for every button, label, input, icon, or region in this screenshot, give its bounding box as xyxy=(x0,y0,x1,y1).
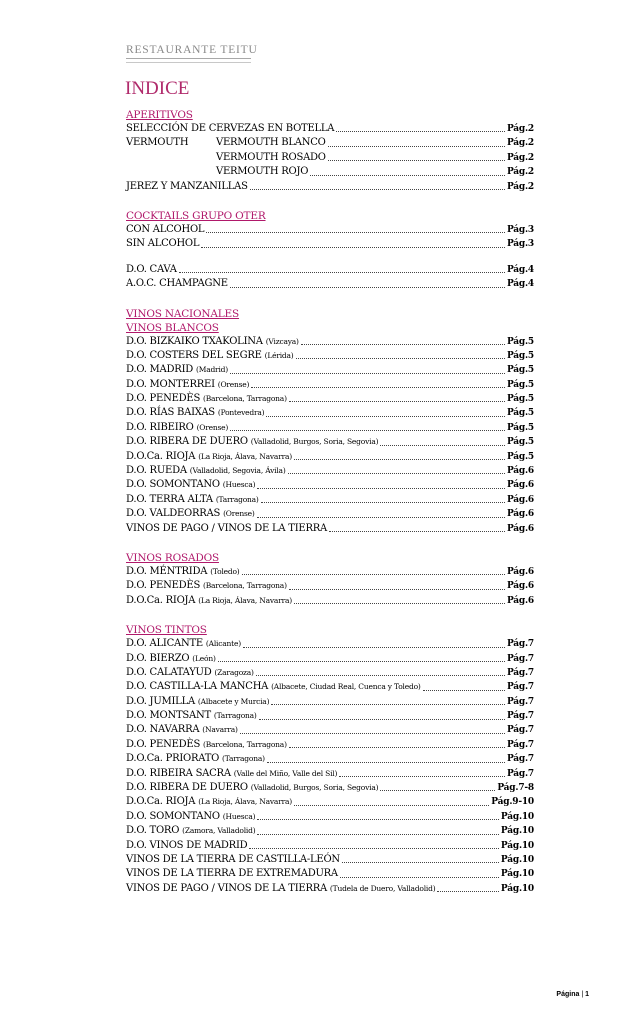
entry-label xyxy=(126,579,287,593)
entry-label xyxy=(126,723,238,737)
toc-entry xyxy=(126,450,534,464)
section-gap xyxy=(126,292,534,307)
entry-page-number: Pág.5 xyxy=(506,437,534,448)
entry-label xyxy=(126,666,254,680)
header-rule xyxy=(126,58,251,63)
toc-entry xyxy=(126,237,534,251)
entry-label-text: D.O. VALDEORRAS xyxy=(126,508,221,520)
entry-label-text: SIN ALCOHOL xyxy=(126,238,200,250)
entry-label-text: D.O. SOMONTANO xyxy=(126,810,220,822)
entry-page-number: Pág.6 xyxy=(506,595,534,606)
entry-label xyxy=(216,136,326,150)
entry-page-number: Pág.7 xyxy=(506,768,534,779)
section-gap xyxy=(126,194,534,209)
toc-entry xyxy=(126,709,534,723)
toc-entry xyxy=(126,151,534,165)
entry-label-text: D.O. SOMONTANO xyxy=(126,479,220,491)
entry-page-number: Pág.10 xyxy=(500,869,534,880)
toc-section xyxy=(126,307,534,536)
toc-entry xyxy=(126,464,534,478)
entry-label-text: D.O. VINOS DE MADRID xyxy=(126,839,248,851)
entry-page-number: Pág.2 xyxy=(506,138,534,149)
entry-label-text: VERMOUTH ROSADO xyxy=(216,151,326,163)
entry-label xyxy=(126,180,248,194)
vermouth-group-row xyxy=(126,136,534,150)
entry-label-text: D.O. RIBEIRA SACRA xyxy=(126,767,231,779)
entry-page-number: Pág.7 xyxy=(506,696,534,707)
dot-leader xyxy=(301,344,505,345)
entry-region-note: (Alicante) xyxy=(205,639,241,649)
section-heading: VINOS ROSADOS xyxy=(126,551,219,564)
entry-page-number: Pág.6 xyxy=(506,509,534,520)
entry-label xyxy=(126,237,199,251)
entry-region-note: (Tudela de Duero, Valladolid) xyxy=(329,883,436,893)
toc-entry xyxy=(126,824,534,838)
entry-label xyxy=(126,810,255,824)
entry-page-number: Pág.7 xyxy=(506,682,534,693)
entry-region-note: (Albacete y Murcia) xyxy=(197,696,270,706)
entry-page-number: Pág.7 xyxy=(506,667,534,678)
toc-entry xyxy=(126,594,534,608)
entry-label xyxy=(126,478,255,492)
dot-leader xyxy=(423,690,505,691)
toc-entry xyxy=(126,406,534,420)
entry-label xyxy=(126,165,308,179)
entry-label xyxy=(126,122,334,136)
entry-page-number: Pág.9-10 xyxy=(491,797,534,808)
entry-region-note: (Zaragoza) xyxy=(214,667,254,677)
entry-label-text: D.O. CAVA xyxy=(126,263,177,275)
dot-leader xyxy=(261,502,505,503)
entry-label xyxy=(126,824,255,838)
entry-label xyxy=(126,507,255,521)
dot-leader xyxy=(257,819,499,820)
entry-label xyxy=(126,738,287,752)
entry-label-text: VINOS DE PAGO / VINOS DE LA TIERRA xyxy=(126,882,327,894)
toc-entry xyxy=(126,853,534,867)
entry-region-note: (Orense) xyxy=(217,379,250,389)
entry-region-note: (Madrid) xyxy=(195,365,228,375)
toc-entry xyxy=(126,223,534,237)
entry-label-text: D.O. RÍAS BAIXAS xyxy=(126,407,215,419)
dot-leader xyxy=(380,445,505,446)
entry-label-text: D.O. MÉNTRIDA xyxy=(126,565,208,577)
entry-label xyxy=(126,882,435,896)
entry-region-note: (La Rioja, Álava, Navarra) xyxy=(198,595,292,605)
toc-entry xyxy=(126,349,534,363)
entry-page-number: Pág.5 xyxy=(506,336,534,347)
entry-page-number: Pág.3 xyxy=(506,239,534,250)
toc-entry xyxy=(126,335,534,349)
toc-entry xyxy=(126,565,534,579)
dot-leader xyxy=(243,647,505,648)
entry-label-text: D.O. PENEDÈS xyxy=(126,580,201,592)
entry-label-text: SELECCIÓN DE CERVEZAS EN BOTELLA xyxy=(126,122,335,134)
entry-label-text: VINOS DE LA TIERRA DE CASTILLA-LEÓN xyxy=(126,854,340,865)
toc-entry xyxy=(126,277,534,291)
entry-region-note: (La Rioja, Álava, Navarra) xyxy=(198,797,292,807)
entry-label-text: D.O. TORO xyxy=(126,825,180,837)
entry-label xyxy=(126,680,421,694)
entry-label xyxy=(126,594,292,608)
page-footer xyxy=(556,991,589,998)
dot-leader xyxy=(380,790,495,791)
entry-label-text: D.O.Ca. RIOJA xyxy=(126,450,196,462)
entry-label xyxy=(126,565,240,579)
entry-label-text: VERMOUTH ROJO xyxy=(216,166,309,178)
entry-label xyxy=(126,349,294,363)
toc-entry xyxy=(126,695,534,709)
entry-region-note: (Barcelona, Tarragona) xyxy=(203,394,287,404)
entry-label xyxy=(126,652,216,666)
toc-entry xyxy=(126,435,534,449)
section-gap xyxy=(126,608,534,623)
toc-entry xyxy=(126,493,534,507)
entry-label-text: VINOS DE LA TIERRA DE EXTREMADURA xyxy=(126,868,338,880)
entry-label xyxy=(126,277,228,291)
footer-page-label: Página xyxy=(556,991,580,998)
entry-page-number: Pág.10 xyxy=(500,826,534,837)
toc-entry xyxy=(126,637,534,651)
entry-label-text: D.O.Ca. PRIORATO xyxy=(126,753,220,765)
entry-page-number: Pág.5 xyxy=(506,394,534,405)
entry-region-note: (Huesca) xyxy=(222,480,256,490)
toc-entry xyxy=(126,180,534,194)
toc-entry xyxy=(126,421,534,435)
entry-page-number: Pág.7 xyxy=(506,639,534,650)
toc-entry xyxy=(126,882,534,896)
toc-section xyxy=(126,551,534,608)
dot-leader xyxy=(267,762,505,763)
toc-entry xyxy=(126,839,534,853)
dot-leader xyxy=(250,189,505,190)
dot-leader xyxy=(249,848,498,849)
entry-label-text: D.O. MONTERREI xyxy=(126,378,215,390)
toc-entry xyxy=(126,522,534,536)
entry-page-number: Pág.7 xyxy=(506,754,534,765)
dot-leader xyxy=(257,488,505,489)
entry-label-text: D.O. CALATAYUD xyxy=(126,666,212,678)
dot-leader xyxy=(257,834,498,835)
entry-label-text: D.O. RIBERA DE DUERO xyxy=(126,782,248,794)
toc-section xyxy=(126,623,534,896)
entry-page-number: Pág.6 xyxy=(506,523,534,534)
toc-section xyxy=(126,209,534,252)
entry-page-number: Pág.6 xyxy=(506,480,534,491)
entry-label-text: CON ALCOHOL xyxy=(126,223,205,235)
entry-page-number: Pág.5 xyxy=(506,350,534,361)
entry-label xyxy=(126,493,259,507)
section-heading: VINOS NACIONALES xyxy=(126,307,240,320)
dot-leader xyxy=(256,675,505,676)
entry-label xyxy=(126,435,378,449)
entry-label xyxy=(126,867,338,881)
entry-label xyxy=(126,464,286,478)
toc-entry xyxy=(126,579,534,593)
entry-label-text: D.O. BIZKAIKO TXAKOLINA xyxy=(126,335,263,347)
entry-label xyxy=(126,781,378,795)
entry-label xyxy=(126,450,292,464)
entry-page-number: Pág.4 xyxy=(506,264,534,275)
entry-page-number: Pág.5 xyxy=(506,365,534,376)
table-of-contents xyxy=(126,108,534,896)
entry-region-note: (Pontevedra) xyxy=(217,408,265,418)
dot-leader xyxy=(294,603,505,604)
dot-leader xyxy=(206,232,505,233)
entry-label xyxy=(126,406,264,420)
entry-region-note: (Barcelona, Tarragona) xyxy=(203,581,287,591)
dot-leader xyxy=(310,175,505,176)
entry-label xyxy=(126,421,228,435)
dot-leader xyxy=(296,358,505,359)
dot-leader xyxy=(294,459,505,460)
entry-label-text: D.O. ALICANTE xyxy=(126,638,203,650)
dot-leader xyxy=(289,589,505,590)
dot-leader xyxy=(230,373,505,374)
toc-entry xyxy=(126,867,534,881)
entry-page-number: Pág.5 xyxy=(506,408,534,419)
dot-leader xyxy=(288,473,505,474)
entry-page-number: Pág.10 xyxy=(500,840,534,851)
entry-label-text: D.O. RIBERA DE DUERO xyxy=(126,436,248,448)
footer-separator: | xyxy=(581,991,584,998)
page-header xyxy=(126,44,266,63)
toc-entry xyxy=(126,363,534,377)
entry-region-note: (Barcelona, Tarragona) xyxy=(203,739,287,749)
entry-label-text: JEREZ Y MANZANILLAS xyxy=(126,180,248,192)
entry-page-number: Pág.5 xyxy=(506,451,534,462)
entry-page-number: Pág.7 xyxy=(506,739,534,750)
toc-section xyxy=(126,263,534,292)
dot-leader xyxy=(289,747,505,748)
entry-page-number: Pág.6 xyxy=(506,581,534,592)
section-gap xyxy=(126,536,534,551)
entry-region-note: (Tarragona) xyxy=(222,754,265,764)
entry-page-number: Pág.7 xyxy=(506,653,534,664)
entry-label xyxy=(126,378,249,392)
entry-label-text: D.O. MONTSANT xyxy=(126,710,211,722)
entry-label-text: D.O. RUEDA xyxy=(126,465,187,477)
dot-leader xyxy=(339,776,505,777)
dot-leader xyxy=(329,531,505,532)
dot-leader xyxy=(251,387,505,388)
entry-region-note: (León) xyxy=(192,653,216,663)
entry-page-number: Pág.2 xyxy=(506,152,534,163)
dot-leader xyxy=(289,401,505,402)
entry-page-number: Pág.5 xyxy=(506,422,534,433)
entry-region-note: (Huesca) xyxy=(222,811,256,821)
entry-label-text: D.O. RIBEIRO xyxy=(126,421,194,433)
entry-label xyxy=(126,522,327,536)
entry-label-text: D.O. PENEDÈS xyxy=(126,738,201,750)
toc-entry xyxy=(126,724,534,738)
dot-leader xyxy=(328,160,505,161)
toc-entry xyxy=(126,392,534,406)
entry-page-number: Pág.4 xyxy=(506,279,534,290)
entry-page-number: Pág.6 xyxy=(506,466,534,477)
toc-entry xyxy=(126,781,534,795)
toc-entry xyxy=(126,680,534,694)
dot-leader xyxy=(271,704,505,705)
entry-label-text: D.O. TERRA ALTA xyxy=(126,493,213,505)
toc-entry xyxy=(126,752,534,766)
entry-region-note: (Valladolid, Burgos, Soria, Segovia) xyxy=(250,437,379,447)
toc-entry xyxy=(216,136,534,150)
entry-page-number: Pág.7-8 xyxy=(497,783,534,794)
entry-region-note: (Valle del Miño, Valle del Sil) xyxy=(233,768,338,778)
toc-entry xyxy=(126,795,534,809)
entry-label xyxy=(126,853,340,867)
entry-label-text: D.O.Ca. RIOJA xyxy=(126,796,196,808)
dot-leader xyxy=(437,891,498,892)
entry-label-text: D.O. PENEDÈS xyxy=(126,393,201,405)
entry-label-text: A.O.C. CHAMPAGNE xyxy=(126,278,228,290)
entry-page-number: Pág.6 xyxy=(506,566,534,577)
dot-leader xyxy=(259,719,505,720)
footer-page-number: 1 xyxy=(585,991,589,998)
entry-page-number: Pág.6 xyxy=(506,494,534,505)
entry-page-number: Pág.10 xyxy=(500,811,534,822)
entry-page-number: Pág.2 xyxy=(506,181,534,192)
entry-region-note: (Tarragona) xyxy=(215,494,259,504)
toc-entry xyxy=(126,666,534,680)
entry-region-note: (La Rioja, Álava, Navarra) xyxy=(198,451,292,461)
entry-region-note: (Valladolid, Segovia, Ávila) xyxy=(189,466,286,476)
entry-region-note: (Vizcaya) xyxy=(265,336,299,346)
entry-region-note: (Orense) xyxy=(223,509,255,519)
toc-entry xyxy=(126,738,534,752)
dot-leader xyxy=(179,272,505,273)
dot-leader xyxy=(266,416,505,417)
dot-leader xyxy=(340,877,499,878)
entry-label-text: D.O. JUMILLA xyxy=(126,695,195,707)
entry-label xyxy=(126,795,292,809)
toc-entry xyxy=(126,507,534,521)
dot-leader xyxy=(342,862,499,863)
entry-region-note: (Lérida) xyxy=(264,350,294,360)
entry-label xyxy=(126,335,299,349)
toc-entry xyxy=(126,767,534,781)
entry-label xyxy=(126,392,287,406)
entry-region-note: (Toledo) xyxy=(210,566,240,576)
entry-label-text: D.O. MADRID xyxy=(126,364,194,376)
toc-entry xyxy=(126,263,534,277)
toc-entry xyxy=(126,378,534,392)
dot-leader xyxy=(218,661,505,662)
entry-label xyxy=(126,767,337,781)
entry-label-text: D.O. CASTILLA-LA MANCHA xyxy=(126,681,269,693)
toc-entry xyxy=(126,810,534,824)
toc-entry xyxy=(126,165,534,179)
entry-label xyxy=(126,263,177,277)
entry-label-text: D.O. BIERZO xyxy=(126,652,190,664)
entry-page-number: Pág.7 xyxy=(506,711,534,722)
toc-section xyxy=(126,108,534,194)
entry-page-number: Pág.2 xyxy=(506,123,534,134)
entry-page-number: Pág.5 xyxy=(506,379,534,390)
dot-leader xyxy=(294,805,489,806)
entry-region-note: (Albacete, Ciudad Real, Cuenca y Toledo) xyxy=(271,682,421,692)
dot-leader xyxy=(240,733,505,734)
dot-leader xyxy=(336,131,505,132)
entry-label xyxy=(126,151,326,165)
section-gap xyxy=(126,252,534,263)
entry-label xyxy=(126,695,269,709)
entry-region-note: (Navarra) xyxy=(202,725,238,735)
dot-leader xyxy=(230,430,505,431)
entry-label xyxy=(126,223,204,237)
entry-label-text: D.O. COSTERS DEL SEGRE xyxy=(126,349,262,361)
entry-page-number: Pág.3 xyxy=(506,224,534,235)
group-label: VERMOUTH xyxy=(126,137,189,149)
index-title: INDICE xyxy=(125,78,190,99)
entry-region-note: (Zamora, Valladolid) xyxy=(182,826,256,836)
entry-page-number: Pág.7 xyxy=(506,725,534,736)
entry-region-note: (Valladolid, Burgos, Soria, Segovia) xyxy=(250,783,379,793)
dot-leader xyxy=(230,287,505,288)
entry-region-note: (Orense) xyxy=(196,422,229,432)
section-heading: COCKTAILS GRUPO OTER xyxy=(126,209,266,222)
entry-page-number: Pág.2 xyxy=(506,167,534,178)
toc-entry xyxy=(126,478,534,492)
dot-leader xyxy=(242,574,505,575)
toc-entry xyxy=(126,652,534,666)
entry-label xyxy=(126,363,228,377)
entry-label-text: D.O. NAVARRA xyxy=(126,724,200,736)
entry-label-text: D.O.Ca. RIOJA xyxy=(126,594,196,606)
entry-label xyxy=(126,637,241,651)
dot-leader xyxy=(328,146,505,147)
section-heading: VINOS TINTOS xyxy=(126,624,207,637)
entry-page-number: Pág.10 xyxy=(500,855,534,865)
section-subheading: VINOS BLANCOS xyxy=(126,321,219,334)
section-heading: APERITIVOS xyxy=(126,109,193,121)
entry-label xyxy=(126,709,257,723)
entry-page-number: Pág.10 xyxy=(500,883,534,894)
dot-leader xyxy=(201,247,505,248)
dot-leader xyxy=(257,517,505,518)
entry-label-text: VERMOUTH BLANCO xyxy=(216,137,326,149)
restaurant-name: RESTAURANTE TEITU xyxy=(126,44,258,56)
entry-region-note: (Tarragona) xyxy=(213,711,257,721)
toc-entry xyxy=(126,122,534,136)
entry-label xyxy=(126,839,247,853)
entry-label-text: VINOS DE PAGO / VINOS DE LA TIERRA xyxy=(126,522,327,534)
entry-label xyxy=(126,752,265,766)
